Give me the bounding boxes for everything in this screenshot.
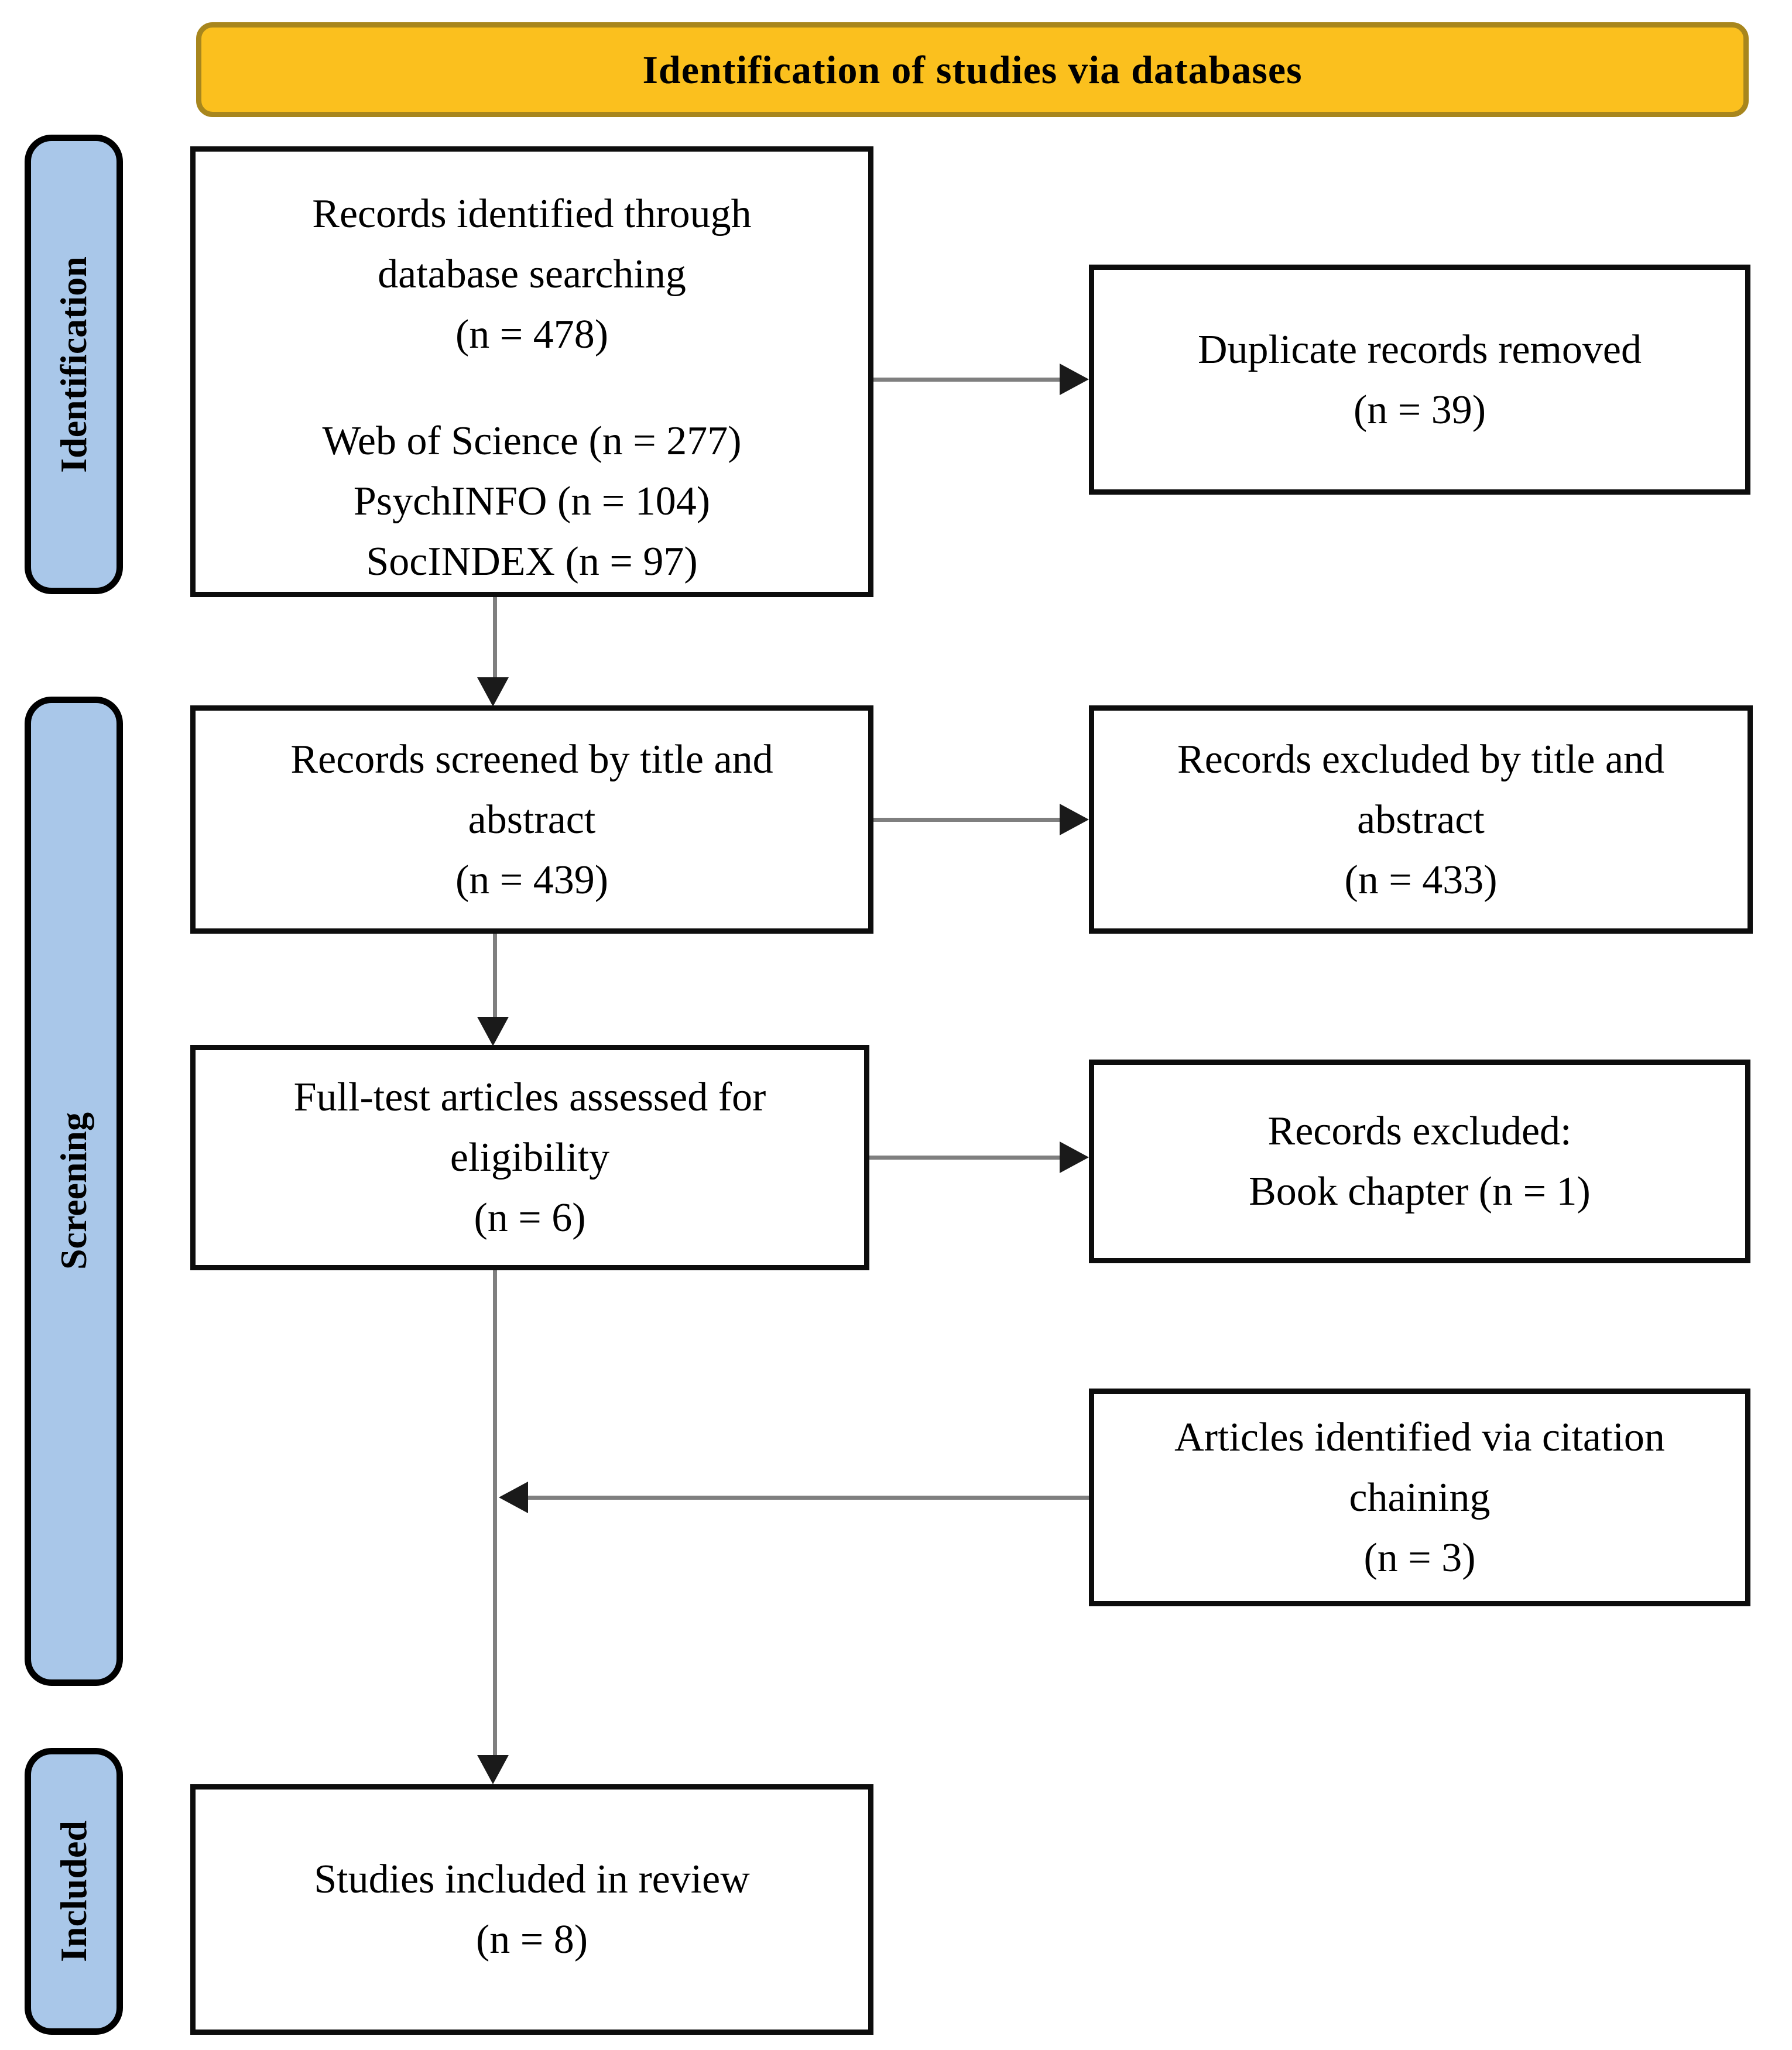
text-line: (n = 439) <box>455 857 609 903</box>
connector-identified-to-screened <box>493 597 497 678</box>
arrowhead-right-icon <box>1060 1141 1089 1173</box>
box-fulltest-assessed <box>190 1045 869 1270</box>
stage-included <box>25 1748 123 2035</box>
arrowhead-left-icon <box>499 1482 528 1513</box>
text-line: database searching <box>378 252 686 297</box>
text-line: chaining <box>1349 1475 1491 1520</box>
title-banner-label: Identification of studies via databases <box>642 47 1303 92</box>
text-line: (n = 433) <box>1344 857 1498 903</box>
text-line: Records screened by title and <box>290 736 773 782</box>
text-line: PsychINFO (n = 104) <box>353 479 711 524</box>
stage-included-label: Included <box>53 1821 94 1962</box>
box-excluded-book-chapter <box>1089 1060 1750 1263</box>
stage-screening <box>25 697 123 1686</box>
stage-identification <box>25 135 123 594</box>
text-line: eligibility <box>450 1135 610 1180</box>
connector-screened-to-fulltest <box>493 934 497 1018</box>
text-line: Full-test articles assessed for <box>293 1075 766 1120</box>
box-records-identified <box>190 146 873 597</box>
text-line: Articles identified via citation <box>1174 1414 1665 1460</box>
arrowhead-down-icon <box>477 677 509 707</box>
text-line: (n = 6) <box>474 1195 586 1240</box>
records-identified-group-main <box>312 184 751 365</box>
text-line: Records identified through <box>312 191 752 236</box>
stage-identification-label: Identification <box>53 256 94 473</box>
text-line: abstract <box>1357 797 1485 842</box>
text-line: Book chapter (n = 1) <box>1249 1169 1591 1214</box>
connector-identified-to-duplicates <box>873 378 1064 382</box>
box-citation-chaining <box>1089 1389 1750 1606</box>
box-excluded-title-abstract <box>1089 705 1753 934</box>
text-line: Studies included in review <box>314 1857 750 1902</box>
connector-citation-to-mainline <box>527 1496 1089 1500</box>
connector-fulltest-to-excluded <box>869 1156 1063 1160</box>
arrowhead-right-icon <box>1060 804 1089 835</box>
text-line: SocINDEX (n = 97) <box>366 539 698 584</box>
box-records-screened <box>190 705 873 934</box>
text-line: Records excluded by title and <box>1177 736 1664 782</box>
box-duplicates-removed <box>1089 265 1750 495</box>
records-identified-group-sources <box>322 411 741 592</box>
stage-screening-label: Screening <box>53 1112 94 1270</box>
connector-screened-to-excluded <box>873 818 1063 822</box>
text-line: (n = 39) <box>1353 387 1486 433</box>
text-line: (n = 478) <box>455 312 609 357</box>
arrowhead-down-icon <box>477 1755 509 1784</box>
text-line: abstract <box>468 797 596 842</box>
text-line: (n = 8) <box>475 1917 588 1962</box>
title-banner <box>196 22 1749 117</box>
text-line: Records excluded: <box>1267 1109 1572 1154</box>
box-studies-included <box>190 1784 873 2035</box>
text-line: Duplicate records removed <box>1197 327 1642 372</box>
arrowhead-down-icon <box>477 1017 509 1046</box>
text-line: Web of Science (n = 277) <box>322 419 742 464</box>
arrowhead-right-icon <box>1060 364 1089 395</box>
text-line: (n = 3) <box>1363 1535 1476 1581</box>
connector-fulltest-to-included <box>493 1270 497 1756</box>
